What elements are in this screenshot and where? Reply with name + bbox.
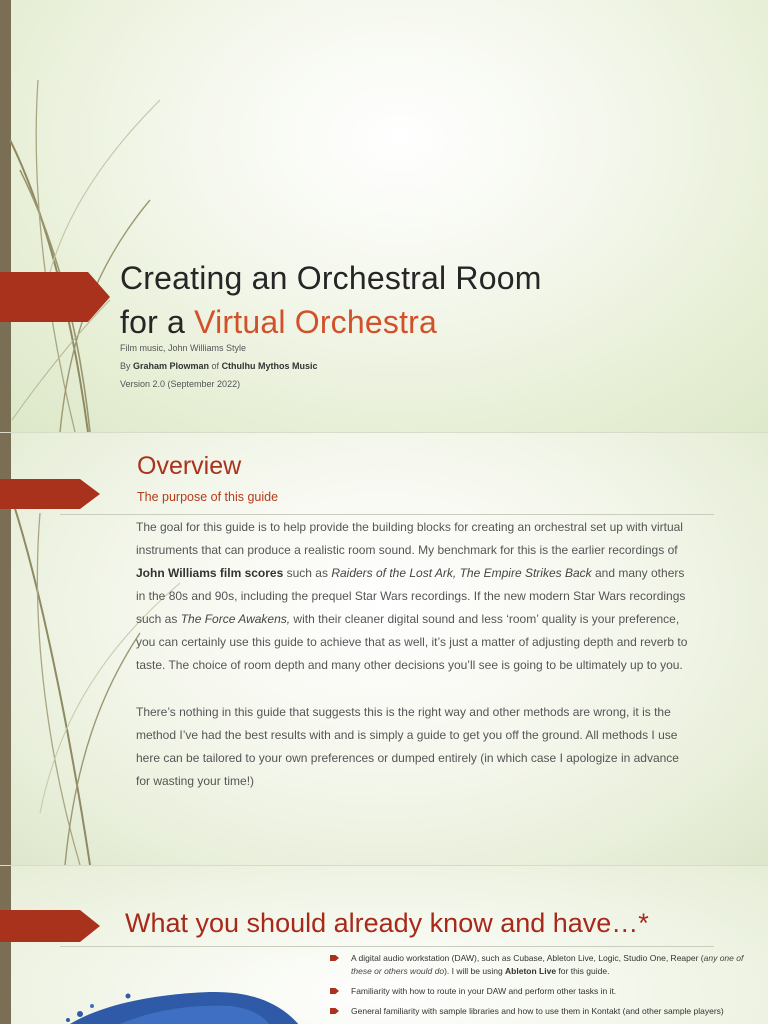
bullet-2-text: Familiarity with how to route in your DAW and perform other tasks in it. [351,986,617,996]
arrow-bullet-icon [330,988,339,994]
slide-left-bar [0,866,11,1024]
p1-text-b: such as [283,566,332,580]
arrow-bullet-icon [330,955,339,961]
p1-italic-2: The Force Awakens, [180,612,291,626]
subtitle: Film music, John Williams Style [120,343,247,353]
requirements-list [330,952,760,1024]
title-line-2 [120,300,542,344]
know-arrow-marker [0,910,100,942]
bullet-1-text-a: A digital audio workstation (DAW), such as Cubase, Ableton Live, Logic, Studio One, Reaper ( [351,953,704,963]
title-arrow-marker [0,272,110,322]
arrow-bullet-icon [330,1008,339,1014]
bullet-3-text: General familiarity with sample libraries and how to use them in Kontakt (and other sample players) [351,1006,724,1016]
document-title [120,256,542,344]
know-heading: What you should already know and have…* [125,908,649,938]
bullet-1-bold: Ableton Live [505,966,557,976]
byline-of: of [209,361,222,371]
bullet-1-text-b: ). I will be using [444,966,506,976]
overview-paragraph-1 [136,516,696,677]
byline-prefix: By [120,361,134,371]
heading-rule [60,514,714,515]
list-item [330,985,760,998]
title-line-1: Creating an Orchestral Room [120,260,542,296]
p1-italic-1: Raiders of the Lost Ark, The Empire Strikes Back [331,566,592,580]
title-line-2-prefix: for a [120,304,195,340]
overview-heading: Overview [137,452,242,480]
overview-arrow-marker [0,479,100,509]
p1-bold: John Williams film scores [136,566,284,580]
p1-text-d: with their cleaner digital sound and less ‘room’ quality is your preference, you can certainly use this guide to achieve that as well, it’s just a matter of adjusting depth and reverb to taste. The choice of room depth and many other decisions you’ll see is going to be ultimately up to you. [136,612,688,672]
byline [120,361,318,371]
bullet-1-italic: any one of these or others would do [351,953,744,976]
paint-splash-image [60,986,300,1024]
bullet-1-text-c: for this guide. [556,966,610,976]
p1-text-c: and many others in the 80s and 90s, including the prequel Star Wars recordings. If the new modern Star Wars recordings such as [136,566,686,626]
know-slide [0,866,768,1024]
overview-subheading: The purpose of this guide [137,490,279,504]
overview-slide [0,433,768,865]
title-slide [0,0,768,432]
p1-text-a: The goal for this guide is to help provide the building blocks for creating an orchestral set up with virtual instruments that can produce a realistic room sound. My benchmark for this is the earlier recordings of [136,520,683,557]
list-item [330,1005,760,1018]
overview-paragraph-2: There’s nothing in this guide that suggests this is the right way and other methods are wrong, it is the method I’ve had the best results with and is simply a guide to get you off the ground. All methods I use here can be tailored to your own preferences or dumped entirely (in which case I apologize in advance for wasting your time!) [136,705,679,788]
title-accent: Virtual Orchestra [194,304,438,340]
author-name: Graham Plowman [133,361,210,371]
heading-rule [60,946,714,947]
company-name: Cthulhu Mythos Music [221,361,318,371]
list-item [330,952,760,978]
version-text: Version 2.0 (September 2022) [120,379,241,389]
